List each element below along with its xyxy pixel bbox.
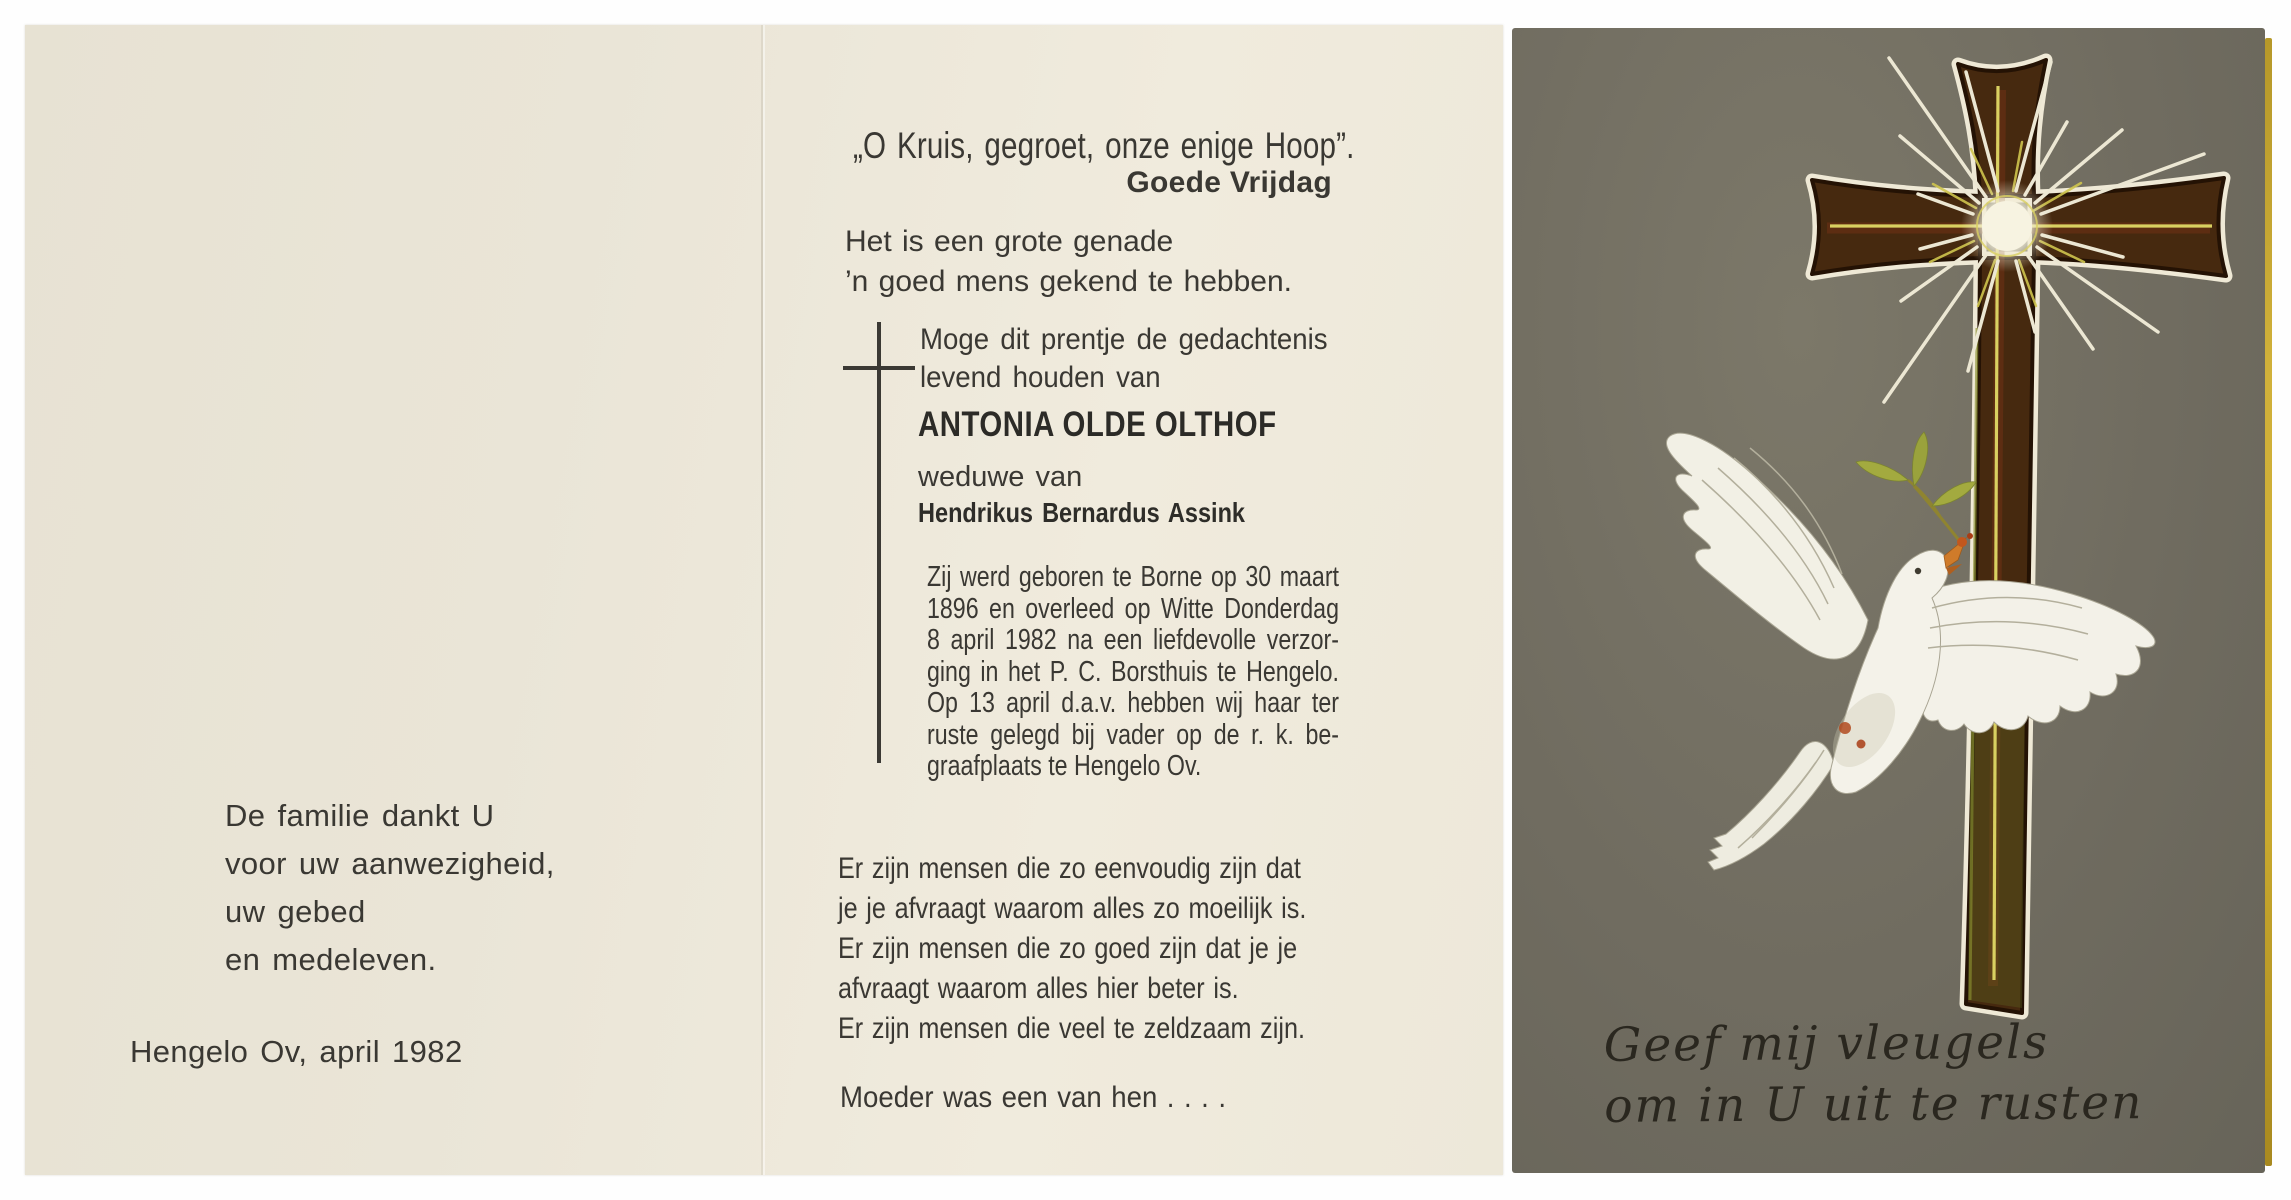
thanks-line: en medeleven. [225,942,437,977]
poem-text [838,849,1306,1049]
dove-eye [1915,568,1921,574]
fold-crease-highlight [763,25,765,1175]
cover-page [1512,28,2265,1173]
memorial-cross-icon [877,322,881,763]
gilt-edge [2265,38,2272,1166]
poem-line: Er zijn mensen die zo goed zijn dat je je [838,932,1298,965]
bio-line: Op 13 april d.a.v. hebben wij haar ter [927,687,1339,719]
intro-text [920,321,1328,397]
bio-line: 1896 en overleed op Witte Donderdag [927,592,1339,625]
card-inner-spread [25,25,1503,1175]
poem-line: Er zijn mensen die veel te zeldzaam zijn. [838,1012,1305,1045]
poem-line: afvraagt waarom alles hier beter is. [838,972,1239,1005]
intro-line: Moge dit prentje de gedachtenis [920,323,1328,356]
caption-line: Geef mij vleugels [1603,1014,2050,1073]
grace-line: ’n goed mens gekend te hebben. [845,265,1293,298]
biography-text [927,562,1339,783]
opening-quote: „O Kruis, gegroet, onze enige Hoop”. [853,125,1355,166]
poem-line: Er zijn mensen die zo eenvoudig zijn dat [838,852,1301,885]
deceased-name: ANTONIA OLDE OLTHOF [918,405,1277,444]
thanks-line: voor uw aanwezigheid, [225,846,555,881]
grace-text [845,222,1292,302]
intro-line: levend houden van [920,361,1161,394]
quote-source: Goede Vrijdag [1126,166,1332,199]
cover-caption [1604,1011,2144,1137]
closing-line: Moeder was een van hen . . . . [840,1081,1227,1114]
olive-branch [1856,432,1976,547]
glow-core [1982,201,2032,251]
poem-line: je je afvraagt waarom alles zo moeilijk is. [838,892,1307,925]
bio-line: ruste gelegd bij vader op de r. k. be- [927,718,1339,751]
bio-line: ging in het P. C. Borsthuis te Hengelo. [927,655,1339,688]
relation-label: weduwe van [918,461,1083,493]
cover-art [1512,28,2265,1173]
dateline: Hengelo Ov, april 1982 [130,1034,463,1069]
bio-line: 8 april 1982 na een liefdevolle verzor- [927,624,1339,656]
thanks-line: uw gebed [225,894,366,929]
memorial-cross-icon-bar [843,366,915,370]
bio-line: Zij werd geboren te Borne op 30 maart [927,561,1339,593]
thanks-text [225,792,555,984]
thanks-line: De familie dankt U [225,798,495,833]
bio-line: graafplaats te Hengelo Ov. [927,750,1202,782]
spouse-name: Hendrikus Bernardus Assink [918,497,1246,528]
caption-line: om in U uit te rusten [1604,1075,2144,1134]
dove-illustration [1666,432,2155,870]
grace-line: Het is een grote genade [845,225,1174,258]
